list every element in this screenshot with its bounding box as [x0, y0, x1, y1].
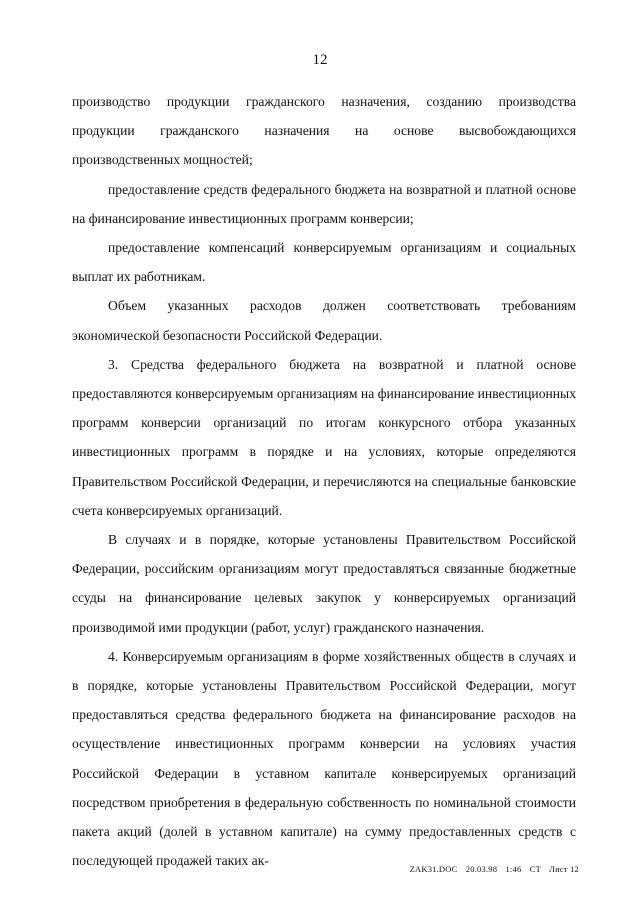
paragraph-section-4: 4. Конверсируемым организациям в форме хозяйственных обществ в случаях и в порядке, которые установлены Правительством Российской Федерации, могут предоставляться средства федерального бюджета на финансирование расходов на осуществление инвестиционных программ конверсии на условиях участия Российской Федерации в уставном капитале конверсируемых организаций посредством приобретения в федеральную собственность по номинальной стоимости пакета акций (долей в уставном капитале) на сумму предоставленных средств с последующей продажей таких ак-: [72, 648, 576, 869]
page-number: 12: [312, 52, 328, 68]
footer-sheet: Лист 12: [549, 864, 579, 874]
footer-filename: ZAK31.DOC: [409, 864, 458, 874]
paragraph-expense-volume: Объем указанных расходов должен соответствовать требованиям экономической безопасности Российской Федерации.: [72, 298, 576, 343]
paragraph-budget-funds: предоставление средств федерального бюджета на возвратной и платной основе на финансирование инвестиционных программ конверсии;: [72, 181, 576, 226]
paragraph-compensations: предоставление компенсаций конверсируемым организациям и социальных выплат их работникам.: [72, 240, 576, 285]
footer-time: 1:46: [505, 864, 522, 874]
footer-date: 20.03.98: [465, 864, 498, 874]
paragraph-section-3: 3. Средства федерального бюджета на возвратной и платной основе предоставляются конверсируемым организациям на финансирование инвестиционных программ конверсии организаций по итогам конкурсного отбора указанных инвестиционных программ в порядке и на условиях, которые определяются Правительством Российской Федерации, и перечисляются на специальные банковские счета конверсируемых организаций.: [72, 356, 576, 518]
footer-file-info: [410, 864, 579, 874]
footer-code: CT: [529, 864, 541, 874]
body-text: [72, 87, 576, 875]
paragraph-continuation: производство продукции гражданского назначения, созданию производства продукции гражданского назначения на основе высвобождающихся производственных мощностей;: [72, 94, 576, 168]
paragraph-bound-loans: В случаях и в порядке, которые установлены Правительством Российской Федерации, российским организациям могут предоставляться связанные бюджетные ссуды на финансирование целевых закупок у конверсируемых организаций производимой ими продукции (работ, услуг) гражданского назначения.: [72, 532, 576, 635]
